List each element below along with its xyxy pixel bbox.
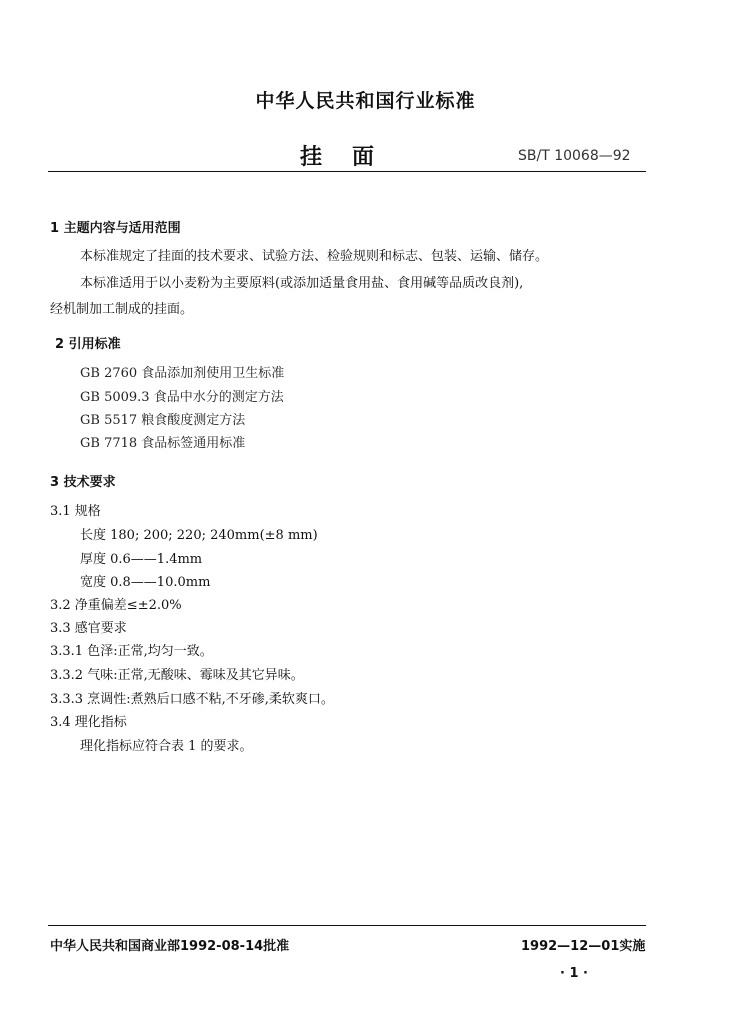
standard-title: 中华人民共和国行业标准 <box>255 90 476 112</box>
sensory-heading: 3.3 感官要求 <box>50 621 127 636</box>
doc-title: 挂面 <box>300 145 405 170</box>
section-2-heading: 2 引用标准 <box>55 337 121 352</box>
reference-item: GB 5009.3 食品中水分的测定方法 <box>80 390 284 405</box>
reference-item: GB 7718 食品标签通用标准 <box>80 436 246 451</box>
section-1-paragraph-2-cont: 经机制加工制成的挂面。 <box>50 302 194 317</box>
header-rule <box>48 171 646 172</box>
reference-item: GB 5517 粮食酸度测定方法 <box>80 413 246 428</box>
sensory-cooking: 3.3.3 烹调性:煮熟后口感不粘,不牙碜,柔软爽口。 <box>50 692 334 707</box>
sensory-odor: 3.3.2 气味:正常,无酸味、霉味及其它异味。 <box>50 668 304 683</box>
section-3-heading: 3 技术要求 <box>50 475 116 490</box>
spec-heading: 3.1 规格 <box>50 504 101 519</box>
doc-code: SB/T 10068—92 <box>518 148 631 164</box>
section-1-paragraph-2: 本标准适用于以小麦粉为主要原料(或添加适量食用盐、食用碱等品质改良剂), <box>80 276 524 291</box>
reference-item: GB 2760 食品添加剂使用卫生标准 <box>80 366 285 381</box>
spec-length: 长度 180; 200; 220; 240mm(±8 mm) <box>80 528 318 543</box>
section-1-heading: 1 主题内容与适用范围 <box>50 221 181 236</box>
sensory-color: 3.3.1 色泽:正常,均匀一致。 <box>50 644 213 659</box>
footer-rule <box>48 925 646 926</box>
approval-line: 中华人民共和国商业部1992-08-14批准 <box>50 939 290 954</box>
phys-chem-text: 理化指标应符合表 1 的要求。 <box>80 739 253 754</box>
spec-thickness: 厚度 0.6——1.4mm <box>80 552 203 567</box>
net-weight-deviation: 3.2 净重偏差≤±2.0% <box>50 598 182 613</box>
page-number: · 1 · <box>560 966 588 981</box>
section-1-paragraph-1: 本标准规定了挂面的技术要求、试验方法、检验规则和标志、包装、运输、储存。 <box>80 249 549 264</box>
phys-chem-heading: 3.4 理化指标 <box>50 715 127 730</box>
spec-width: 宽度 0.8——10.0mm <box>80 575 211 590</box>
effective-date: 1992—12—01实施 <box>521 939 646 954</box>
